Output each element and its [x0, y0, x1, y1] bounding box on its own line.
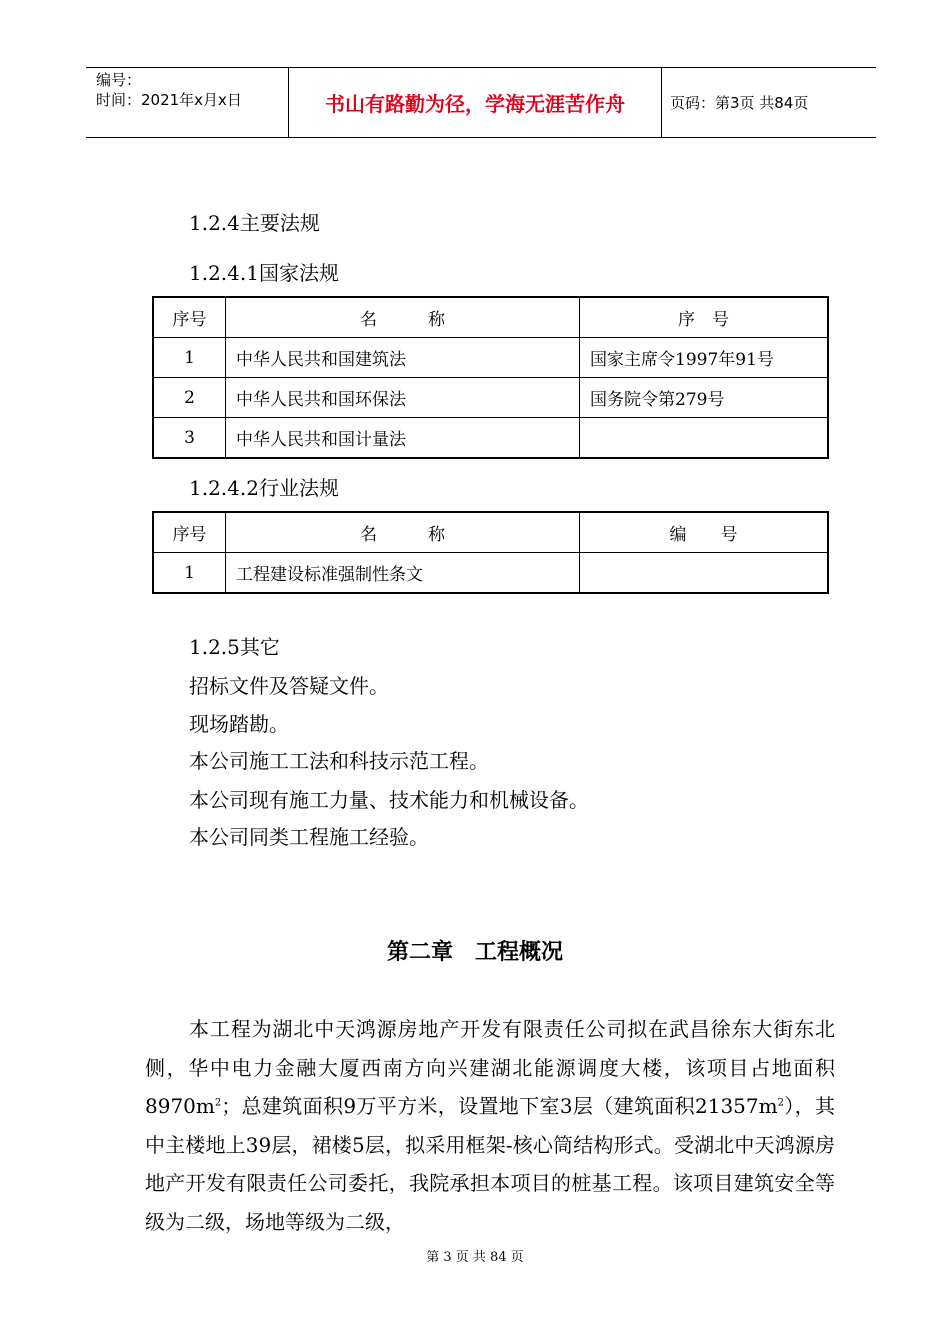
- body-text: ），其中主楼地上39层，裙楼5层，拟采用框架-核心筒结构形式。受湖北中天鸿源房地产开发有限责任公司委托，我院承担本项目的桩基工程。该项目建筑安全等级为二级，场地等级为二级，: [145, 1094, 835, 1234]
- list-item: 本公司同类工程施工经验。: [189, 825, 429, 849]
- table-cell: [580, 553, 829, 594]
- table-cell: 工程建设标准强制性条文: [226, 553, 580, 594]
- table-row: [153, 553, 828, 594]
- page-footer: 第 3 页 共 84 页: [426, 1250, 524, 1265]
- table-cell: 国家主席令1997年91号: [580, 338, 829, 378]
- table-cell: 中华人民共和国环保法: [226, 378, 580, 418]
- list-item: 本公司施工工法和科技示范工程。: [189, 749, 489, 773]
- table-header-cell: 编 号: [580, 512, 829, 553]
- chapter-title: 第二章 工程概况: [386, 940, 563, 965]
- table-cell: 中华人民共和国建筑法: [226, 338, 580, 378]
- table-cell: 国务院令第279号: [580, 378, 829, 418]
- table-cell: 1: [153, 553, 226, 594]
- table-header-cell: 序 号: [580, 297, 829, 338]
- header-page-info: 页码：第3页 共84页: [670, 94, 809, 112]
- table-header-cell: 名 称: [226, 297, 580, 338]
- section-heading-1-2-4-1: 1.2.4.1国家法规: [189, 261, 339, 285]
- list-item: 现场踏勘。: [189, 712, 289, 736]
- header-number-label: 编号：: [96, 71, 142, 89]
- national-regulations-table: [152, 296, 829, 459]
- table-cell: 中华人民共和国计量法: [226, 418, 580, 459]
- body-text: ；总建筑面积9万平方米，设置地下室3层（建筑面积21357m: [221, 1094, 778, 1119]
- superscript: 2: [214, 1097, 222, 1109]
- section-heading-1-2-4-2: 1.2.4.2行业法规: [189, 476, 339, 500]
- table-cell: [580, 418, 829, 459]
- table-row: [153, 378, 828, 418]
- table-header-cell: 序号: [153, 512, 226, 553]
- body-paragraph: [145, 1010, 835, 1242]
- table-row: [153, 418, 828, 459]
- table-header-row: [153, 512, 828, 553]
- table-cell: 3: [153, 418, 226, 459]
- table-header-cell: 名 称: [226, 512, 580, 553]
- table-cell: 2: [153, 378, 226, 418]
- header-time-label: 时间：2021年x月x日: [96, 91, 242, 109]
- table-cell: 1: [153, 338, 226, 378]
- superscript: 2: [777, 1097, 784, 1109]
- body-text: 本工程为湖北中天鸿源房地产开发有限责任公司拟在武昌徐东大街东北侧，华中电力金融大厦西南方向兴建湖北能源调度大楼，该项目占地面积8970m: [145, 1017, 835, 1119]
- header-motto: 书山有路勤为径，学海无涯苦作舟: [288, 68, 662, 137]
- table-row: [153, 338, 828, 378]
- table-header-row: [153, 297, 828, 338]
- industry-regulations-table: [152, 511, 829, 594]
- header-meta: [86, 68, 288, 137]
- page-header: [86, 67, 876, 138]
- section-heading-1-2-5: 1.2.5其它: [189, 635, 280, 659]
- section-heading-1-2-4: 1.2.4主要法规: [189, 211, 320, 235]
- list-item: 招标文件及答疑文件。: [189, 674, 389, 698]
- table-header-cell: 序号: [153, 297, 226, 338]
- list-item: 本公司现有施工力量、技术能力和机械设备。: [189, 788, 589, 812]
